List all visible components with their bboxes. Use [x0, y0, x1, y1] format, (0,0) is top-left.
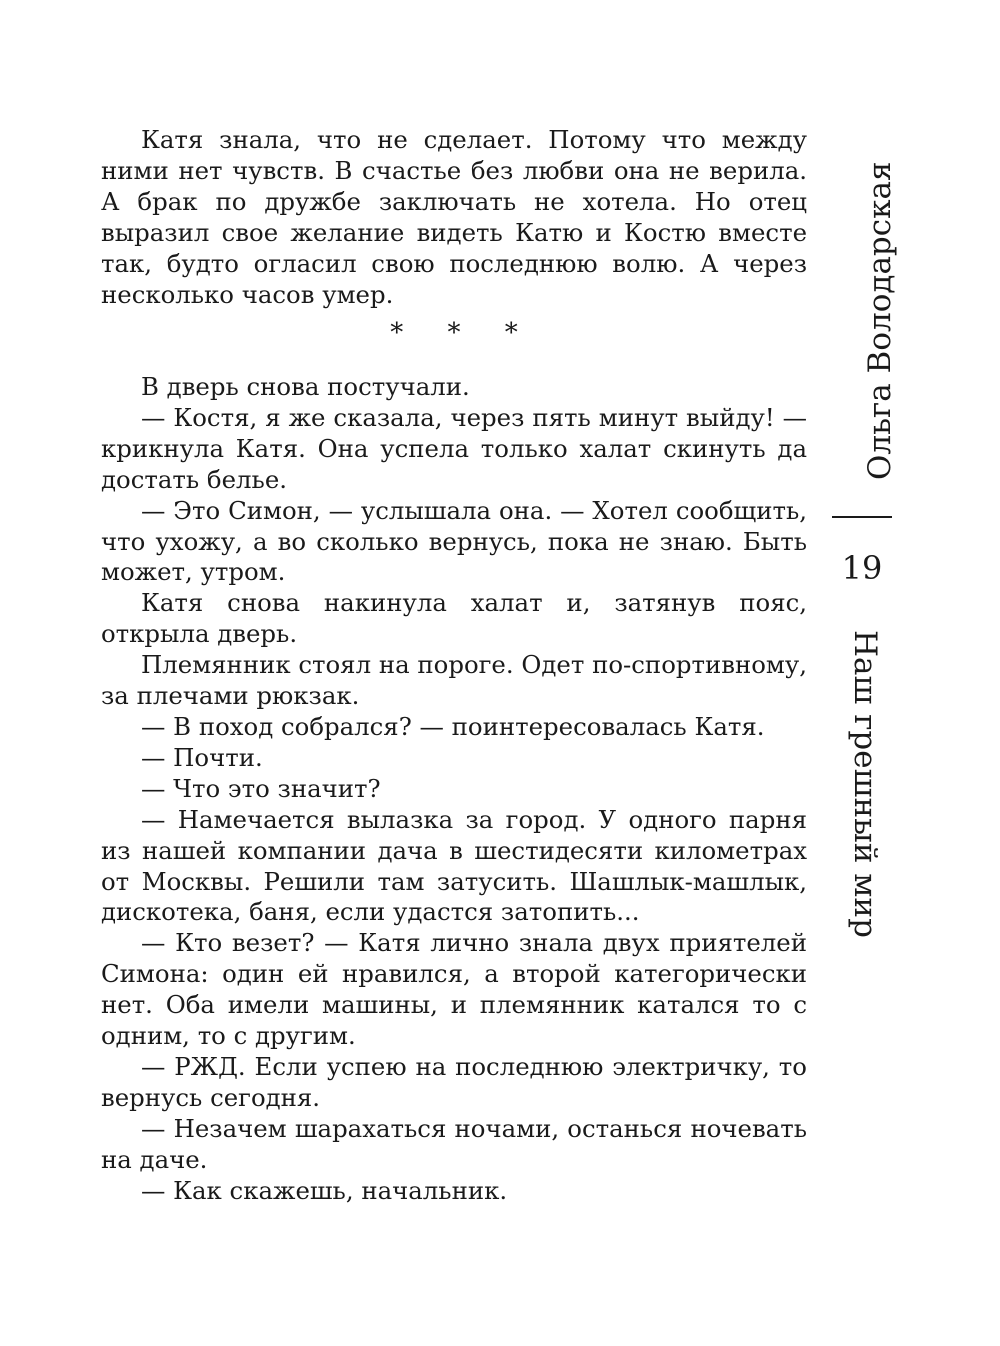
dialogue-paragraph: — Что это значит? — [141, 773, 381, 803]
body-paragraph: Племянник стоял на пороге. Одет по-спортивному, за плечами рюкзак. — [101, 650, 807, 711]
dialogue-paragraph: — Кто везет? — Катя лично знала двух приятелей Симона: один ей нравился, а второй категорически нет. Оба имели машины, и племянник катался то с одним, то с другим. — [101, 928, 807, 1051]
main-text — [101, 372, 807, 1206]
section-separator: * * * — [390, 318, 536, 348]
body-paragraph: В дверь снова постучали. — [141, 372, 470, 401]
running-head-author: Ольга Володарская — [862, 161, 898, 480]
running-head-book-title: Наш грешный мир — [847, 630, 883, 938]
dialogue-paragraph: — Незачем шарахаться ночами, останься ночевать на даче. — [101, 1113, 807, 1174]
page-number: 19 — [841, 549, 883, 587]
dialogue-paragraph: — Как скажешь, начальник. — [141, 1175, 508, 1205]
dialogue-paragraph: — РЖД. Если успею на последнюю электричку, то вернусь сегодня. — [101, 1051, 807, 1112]
body-paragraph: Катя знала, что не сделает. Потому что между ними нет чувств. В счастье без любви она не верила. А брак по дружбе заключать не хотела. Но отец выразил свое желание видеть Катю и Костю вместе так, будто огласил свою последнюю волю. А через несколько часов умер. — [101, 125, 807, 309]
dialogue-paragraph: — Намечается вылазка за город. У одного парня из нашей компании дача в шестидесяти километрах от Москвы. Решили там затусить. Шашлык-машлык, дискотека, баня, если удастся затопить... — [101, 804, 807, 927]
running-head-rule — [832, 516, 892, 518]
opening-paragraph — [101, 125, 807, 310]
dialogue-paragraph: — Костя, я же сказала, через пять минут выйду! — крикнула Катя. Она успела только халат скинуть да достать белье. — [101, 402, 807, 494]
dialogue-paragraph: — В поход собрался? — поинтересовалась Катя. — [141, 711, 765, 741]
dialogue-paragraph: — Это Симон, — услышала она. — Хотел сообщить, что ухожу, а во сколько вернусь, пока не знаю. Быть может, утром. — [101, 495, 807, 587]
dialogue-paragraph: — Почти. — [141, 742, 263, 772]
body-paragraph: Катя снова накинула халат и, затянув пояс, открыла дверь. — [101, 588, 807, 649]
